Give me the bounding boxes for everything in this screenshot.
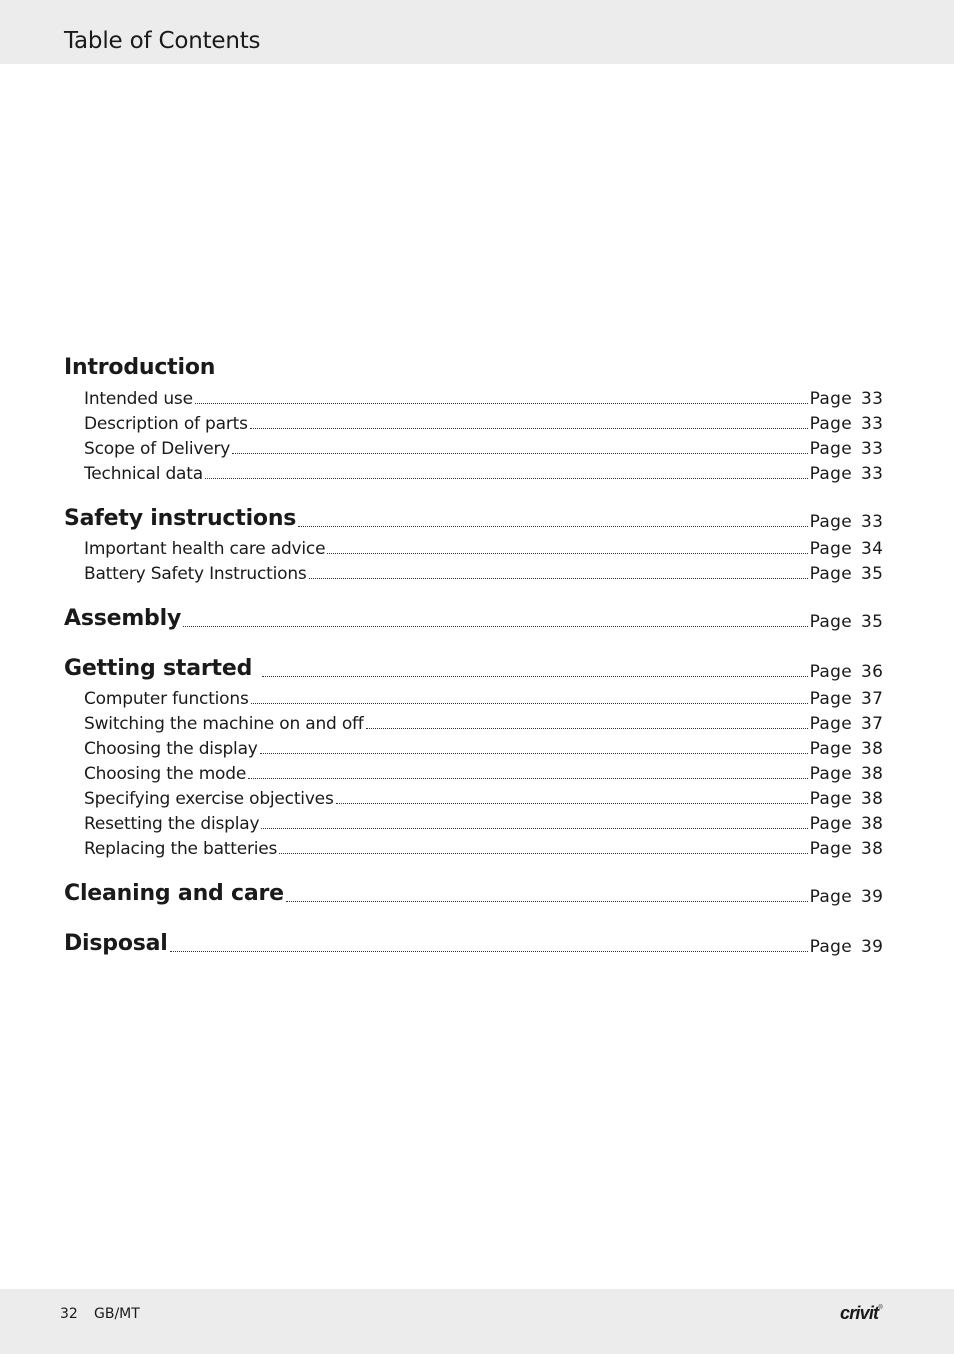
- toc-entry-label: Specifying exercise objectives: [84, 789, 334, 809]
- toc-entry-page: Page 33: [809, 389, 884, 409]
- toc-entry-label: Intended use: [84, 389, 193, 409]
- dot-leader: [232, 452, 807, 454]
- toc-entry-label: Description of parts: [84, 414, 248, 434]
- page-footer: [0, 1289, 954, 1354]
- dot-leader: [251, 702, 808, 704]
- dot-leader: [279, 852, 807, 854]
- toc-entry-label: Battery Safety Instructions: [84, 564, 307, 584]
- toc-entry-resetting-display[interactable]: [64, 808, 883, 834]
- toc-entry-page: Page 39: [809, 887, 884, 907]
- toc-entry-page: Page 34: [809, 539, 884, 559]
- dot-leader: [327, 552, 807, 554]
- toc-entry-page: Page 35: [809, 612, 884, 632]
- toc-entry-label: Introduction: [64, 355, 216, 380]
- toc-entry-battery-safety-instructions[interactable]: [64, 558, 883, 584]
- toc-entry-label: Scope of Delivery: [84, 439, 231, 459]
- toc-entry-important-health-care-advice[interactable]: [64, 533, 883, 559]
- dot-leader: [260, 752, 808, 754]
- toc-entry-disposal[interactable]: [64, 931, 883, 957]
- toc-entry-computer-functions[interactable]: [64, 683, 883, 709]
- toc-entry-page: Page 36: [809, 662, 884, 682]
- toc-entry-label: Switching the machine on and off: [84, 714, 364, 734]
- toc-entry-choosing-mode[interactable]: [64, 758, 883, 784]
- toc-entry-label: Safety instructions: [64, 506, 297, 531]
- toc-entry-page: Page 33: [809, 414, 884, 434]
- toc-entry-replacing-batteries[interactable]: [64, 833, 883, 859]
- toc-entry-label: Important health care advice: [84, 539, 326, 559]
- toc-entry-description-of-parts[interactable]: [64, 408, 883, 434]
- page-header: [0, 0, 954, 64]
- toc-entry-label: Replacing the batteries: [84, 839, 278, 859]
- dot-leader: [248, 777, 808, 779]
- dot-leader: [298, 525, 807, 527]
- toc-entry-label: Computer functions: [84, 689, 249, 709]
- toc-entry-label: Resetting the display: [84, 814, 260, 834]
- toc-entry-page: Page 39: [809, 937, 884, 957]
- toc-entry-choosing-display[interactable]: [64, 733, 883, 759]
- footer-page-number: 32: [60, 1306, 78, 1322]
- toc-entry-switching-machine[interactable]: [64, 708, 883, 734]
- toc-entry-label: Choosing the display: [84, 739, 258, 759]
- dot-leader: [195, 402, 808, 404]
- dot-leader: [336, 802, 808, 804]
- footer-language-code: GB/MT: [94, 1306, 140, 1322]
- toc-entry-page: Page 33: [809, 439, 884, 459]
- toc-entry-introduction[interactable]: [64, 355, 883, 381]
- toc-entry-page: Page 38: [809, 789, 884, 809]
- toc-entry-page: Page 37: [809, 714, 884, 734]
- toc-entry-page: Page 38: [809, 814, 884, 834]
- toc-entry-page: Page 38: [809, 739, 884, 759]
- toc-entry-technical-data[interactable]: [64, 458, 883, 484]
- toc-entry-intended-use[interactable]: [64, 383, 883, 409]
- dot-leader: [183, 625, 808, 627]
- dot-leader: [170, 950, 808, 952]
- dot-leader: [261, 827, 807, 829]
- toc-entry-page: Page 38: [809, 839, 884, 859]
- toc-entry-label: Technical data: [84, 464, 203, 484]
- dot-leader: [286, 900, 808, 902]
- toc-entry-scope-of-delivery[interactable]: [64, 433, 883, 459]
- dot-leader: [366, 727, 808, 729]
- toc-entry-label: Assembly: [64, 606, 182, 631]
- toc-entry-page: Page 33: [809, 464, 884, 484]
- page-title: Table of Contents: [64, 28, 261, 54]
- toc-entry-cleaning-and-care[interactable]: [64, 881, 883, 907]
- toc-entry-page: Page 35: [809, 564, 884, 584]
- toc-entry-label: Disposal: [64, 931, 168, 956]
- dot-leader: [262, 675, 808, 677]
- toc-entry-page: Page 38: [809, 764, 884, 784]
- toc-entry-exercise-objectives[interactable]: [64, 783, 883, 809]
- toc-entry-assembly[interactable]: [64, 606, 883, 632]
- toc-entry-page: Page 33: [809, 512, 884, 532]
- dot-leader: [250, 427, 808, 429]
- toc-entry-page: Page 37: [809, 689, 884, 709]
- brand-logo: crivit®: [840, 1303, 882, 1323]
- toc-entry-label: Choosing the mode: [84, 764, 247, 784]
- toc-entry-label: Cleaning and care: [64, 881, 284, 906]
- toc-entry-label: Getting started: [64, 656, 253, 681]
- dot-leader: [205, 477, 808, 479]
- toc-entry-safety-instructions[interactable]: [64, 506, 883, 532]
- dot-leader: [309, 577, 808, 579]
- toc-entry-getting-started[interactable]: [64, 656, 883, 682]
